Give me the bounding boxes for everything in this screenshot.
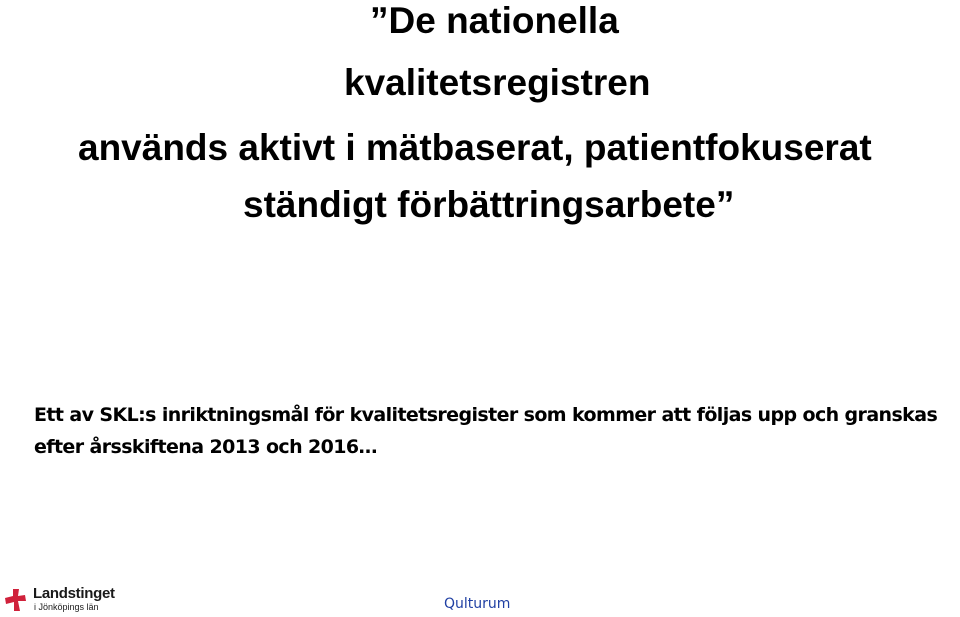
red-cross-figure-icon [3,587,29,613]
heading-line-2: kvalitetsregistren [344,62,651,103]
heading-line-4: ständigt förbättringsarbete” [243,184,735,225]
body-text-line-1: Ett av SKL:s inriktningsmål för kvalitetsregister som kommer att följas upp och granskas [34,404,938,426]
heading-line-1: ”De nationella [370,0,619,41]
footer-qulturum: Qulturum [444,596,511,612]
body-text-line-2: efter årsskiftena 2013 och 2016… [34,436,377,458]
logo-subtitle: i Jönköpings län [34,602,99,612]
heading-line-3: används aktivt i mätbaserat, patientfokuserat [78,127,872,168]
landstinget-logo [3,584,133,614]
logo-name: Landstinget [33,585,115,602]
